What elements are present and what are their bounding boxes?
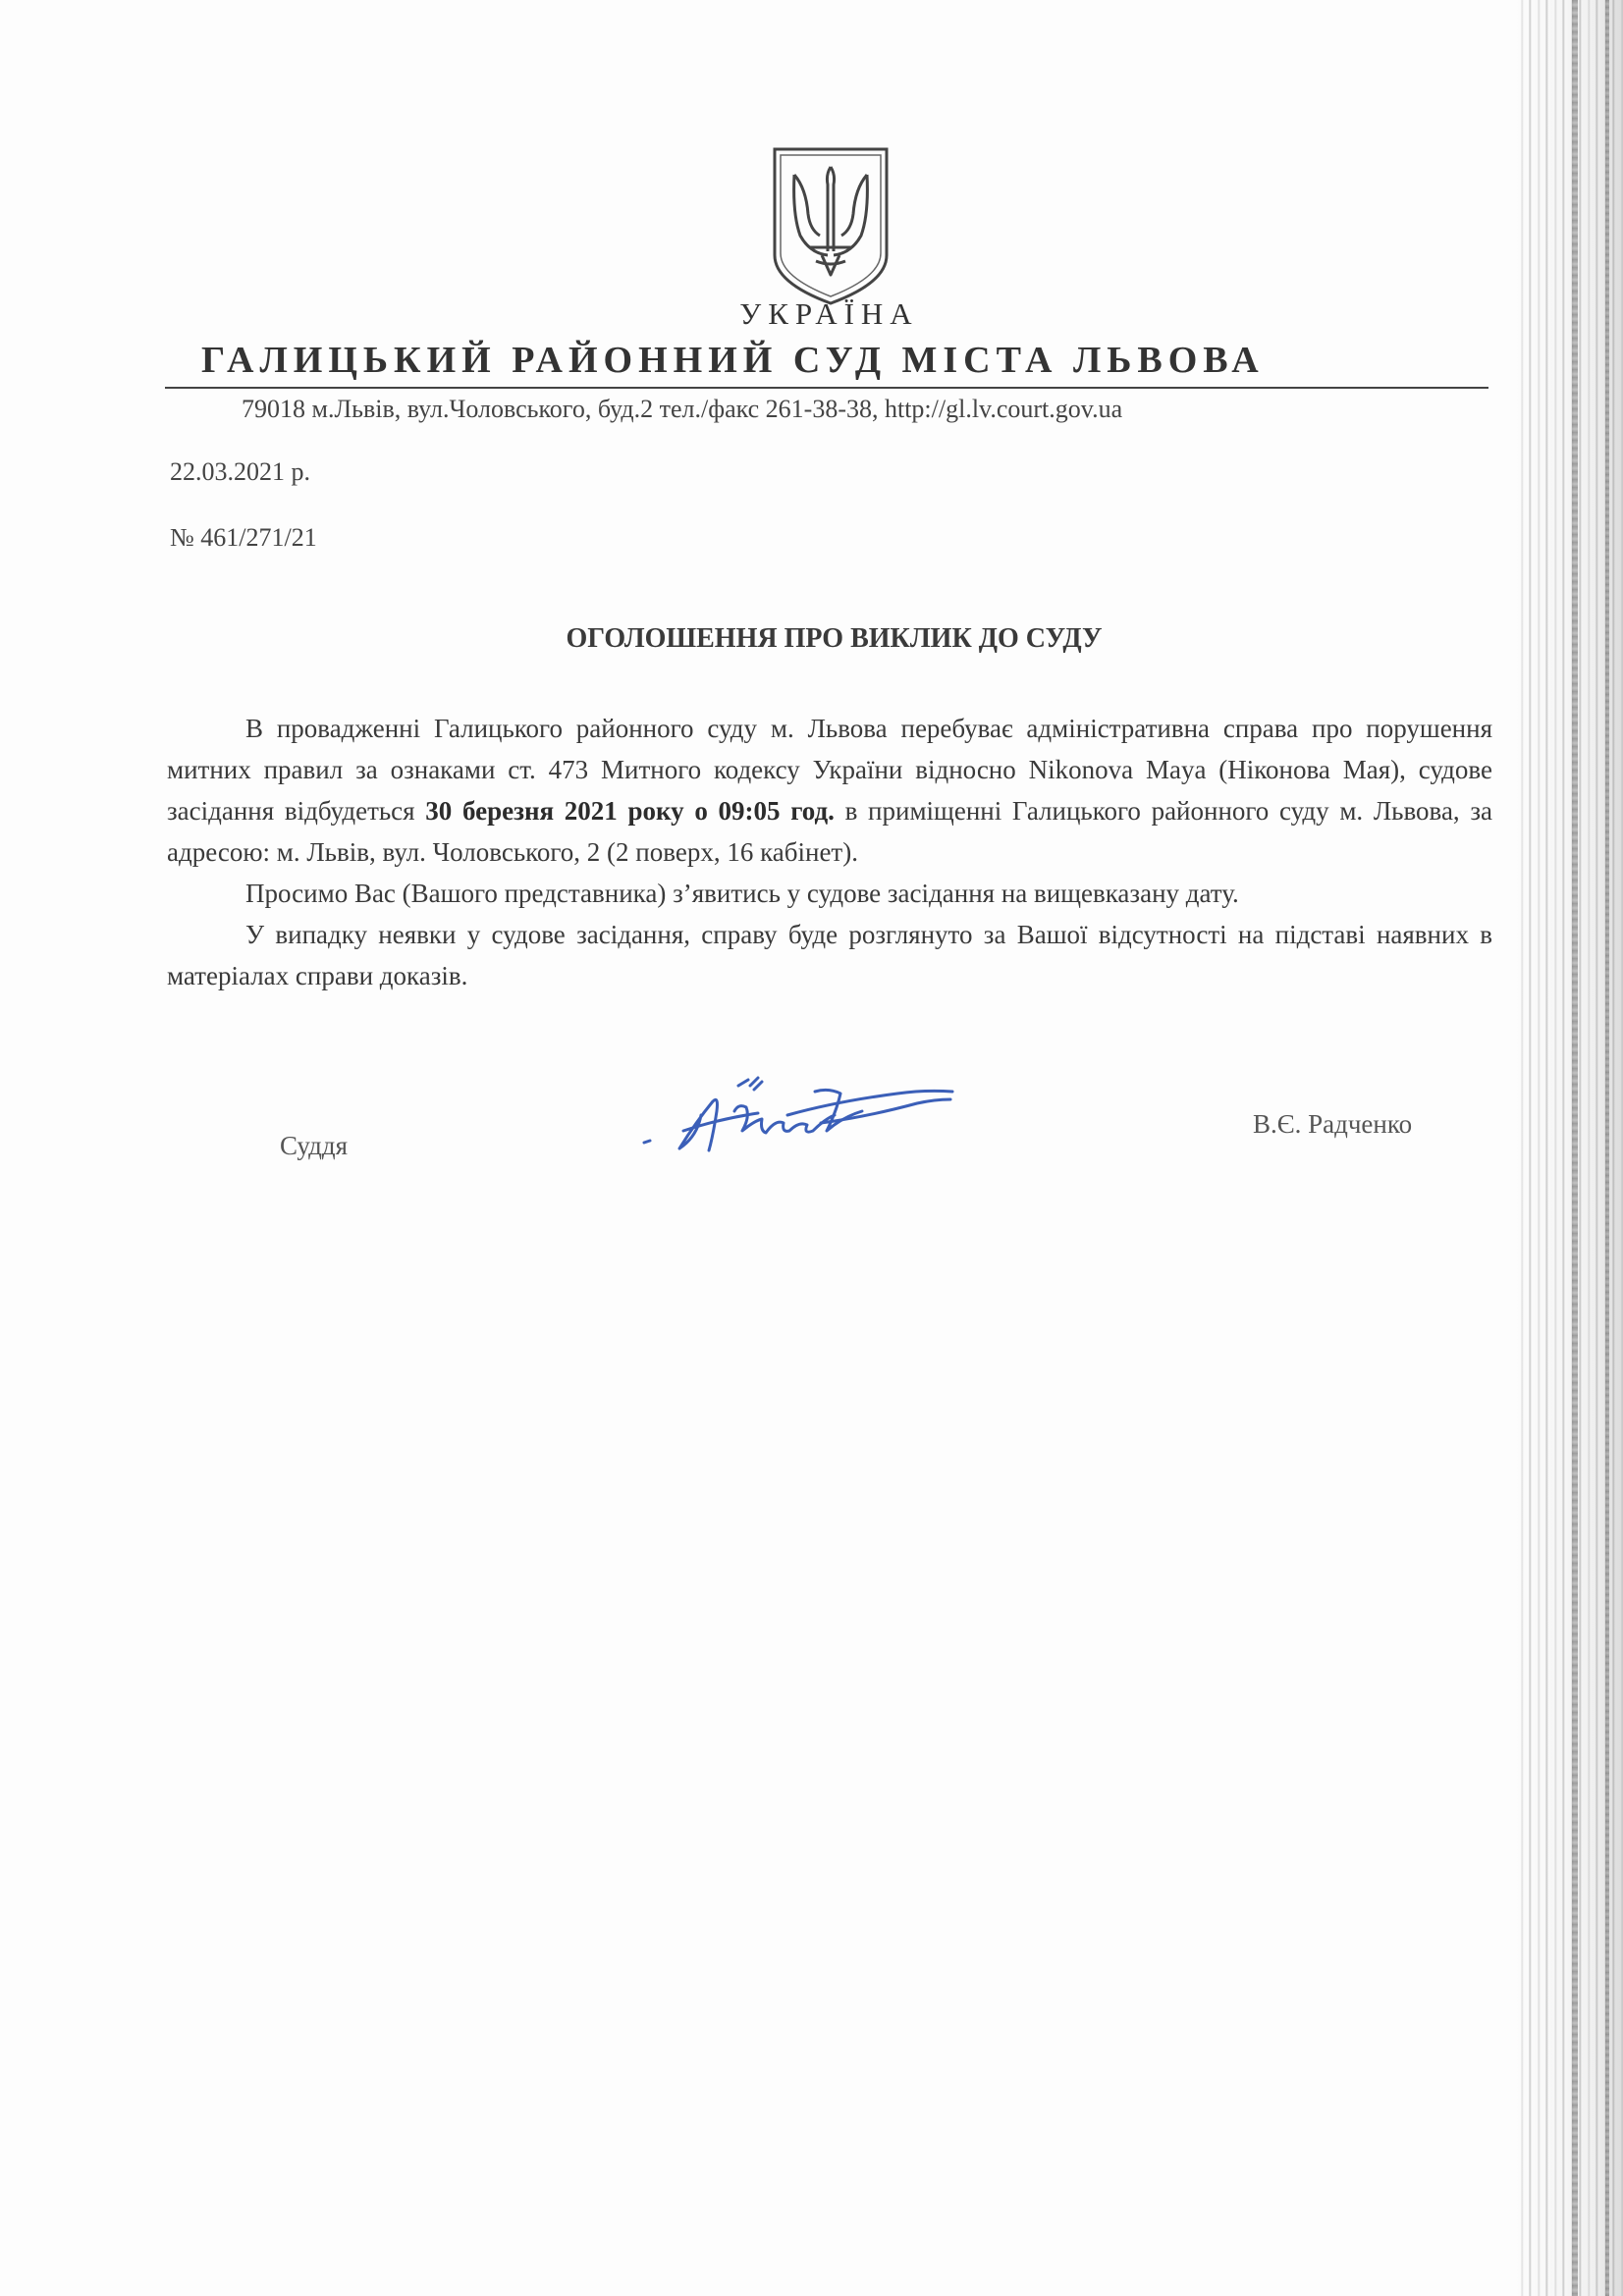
- header-divider: [165, 387, 1488, 389]
- document-number: № 461/271/21: [170, 523, 317, 552]
- country-title: УКРАЇНА: [739, 296, 919, 331]
- court-address: 79018 м.Львів, вул.Чоловського, буд.2 тел./факс 261-38-38, http://gl.lv.court.gov.ua: [242, 395, 1123, 423]
- document-date: 22.03.2021 р.: [170, 457, 310, 486]
- handwritten-signature: [640, 1072, 964, 1160]
- hearing-datetime: 30 березня 2021 року о 09:05 год.: [425, 796, 835, 826]
- scan-edge-line: [1572, 0, 1578, 2296]
- body-paragraph-1: [167, 708, 1492, 873]
- coat-of-arms-icon: [771, 145, 891, 307]
- body-paragraph-1-end: в приміщенні Галицького районного суду м. Львова, за адресою: м. Львів, вул. Чоловського, 2 (2 поверх, 16 кабінет).: [167, 796, 1493, 867]
- document-body: [167, 708, 1492, 996]
- body-paragraph-3: У випадку неявки у судове засідання, справу буде розглянуто за Вашої відсутності на підставі наявних в матеріалах справи доказів.: [167, 920, 1492, 990]
- court-name: ГАЛИЦЬКИЙ РАЙОННИЙ СУД МІСТА ЛЬВОВА: [201, 340, 1265, 381]
- signatory-name: В.Є. Радченко: [1253, 1109, 1413, 1139]
- body-paragraph-2: Просимо Вас (Вашого представника) з’явитись у судове засідання на вищевказану дату.: [245, 879, 1239, 908]
- document-title: ОГОЛОШЕННЯ ПРО ВИКЛИК ДО СУДУ: [566, 623, 1103, 654]
- signatory-role: Суддя: [280, 1131, 349, 1160]
- scan-edge-line-outer: [1605, 0, 1609, 2296]
- body-paragraph-1-start: В провадженні Галицького районного суду м. Львова перебуває адміністративна справа про порушення митних правил за ознаками ст. 473 Митного кодексу України відносно Nikonova Maya (Ніконова Мая), судове засідання відбудеться: [167, 714, 1492, 826]
